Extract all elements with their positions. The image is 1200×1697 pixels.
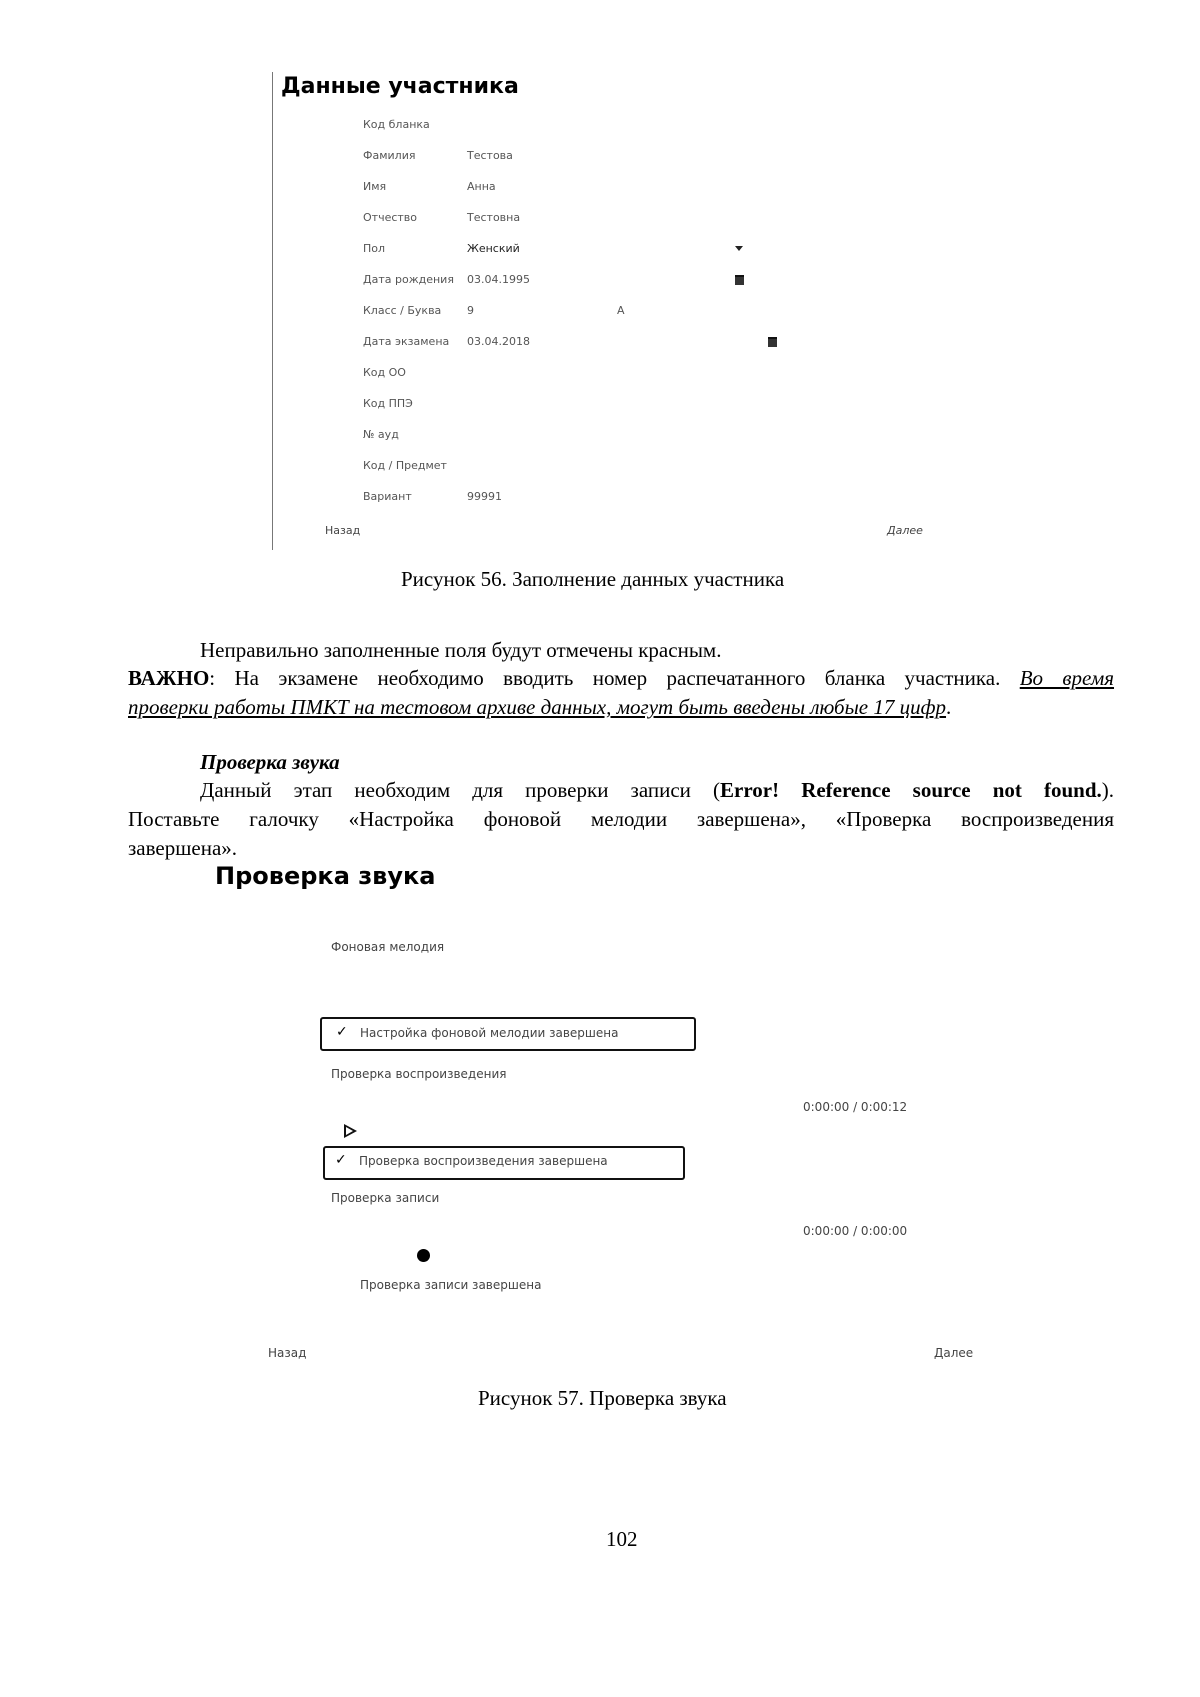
field-label: Класс / Буква [363,304,442,317]
field-class-letter[interactable] [363,304,883,324]
field-value[interactable]: Тестова [467,149,513,162]
figure-57-caption: Рисунок 57. Проверка звука [478,1386,727,1410]
page-number: 102 [606,1527,638,1551]
field-label: Вариант [363,490,412,503]
record-label: Проверка записи [331,1191,440,1205]
field-label: Дата экзамена [363,335,450,348]
next-button[interactable]: Далее [887,524,923,537]
field-patronymic[interactable] [363,211,883,231]
figure-56-caption: Рисунок 56. Заполнение данных участника [401,567,785,591]
sound-line-2: Поставьте галочку «Настройка фоновой мелодии завершена», «Проверка воспроизведения [128,807,1114,831]
check-icon: ✓ [335,1152,347,1168]
sound-line-3: завершена». [128,836,238,860]
calendar-icon[interactable] [768,337,777,347]
calendar-icon[interactable] [735,275,744,285]
sound-line-1 [128,776,1114,805]
field-label: Код / Предмет [363,459,447,472]
field-label: Имя [363,180,387,193]
field-label: Код бланка [363,118,430,131]
reference-error: Error! Reference source not found. [720,778,1102,802]
field-value[interactable]: 03.04.1995 [467,273,530,286]
chevron-down-icon[interactable] [735,246,743,251]
field-value[interactable]: 03.04.2018 [467,335,530,348]
important-italic-rest: проверки работы ПМКТ на тестовом архиве данных, могут быть введены любые 17 цифр [128,695,947,719]
checkbox-label: Проверка воспроизведения завершена [359,1154,608,1168]
field-variant[interactable] [363,490,883,510]
gender-select[interactable]: Женский [467,242,520,255]
back-button[interactable]: Назад [325,524,361,537]
important-line-2 [128,693,1114,722]
back-button[interactable]: Назад [268,1346,307,1360]
paragraph-invalid-fields: Неправильно заполненные поля будут отмечены красным. [200,638,722,662]
class-value[interactable]: 9 [467,304,474,317]
field-oo-code[interactable] [363,366,883,386]
field-label: Фамилия [363,149,416,162]
play-icon [344,1124,357,1138]
field-exam-date[interactable] [363,335,883,355]
field-label: Отчество [363,211,418,224]
field-birth-date[interactable] [363,273,883,293]
play-button[interactable] [344,1124,362,1140]
field-name[interactable] [363,180,883,200]
field-value[interactable]: Анна [467,180,496,193]
sound-text-a: Данный этап необходим для проверки записи ( [200,778,721,802]
playback-label: Проверка воспроизведения [331,1067,507,1081]
field-ppe-code[interactable] [363,397,883,417]
participant-data-form [272,72,933,550]
field-surname[interactable] [363,149,883,169]
record-icon[interactable] [417,1249,430,1262]
bg-melody-label: Фоновая мелодия [331,940,445,954]
letter-value[interactable]: А [617,304,625,317]
field-value[interactable]: Тестовна [467,211,521,224]
paragraph-sound-check [128,776,1114,863]
play-icon-fill [346,1127,353,1135]
field-value[interactable]: 99991 [467,490,502,503]
paragraph-important [128,664,1114,722]
playback-time: 0:00:00 / 0:00:12 [803,1100,908,1114]
check-icon: ✓ [336,1024,348,1040]
field-auditorium[interactable] [363,428,883,448]
field-gender[interactable] [363,242,883,262]
checkbox-label: Настройка фоновой мелодии завершена [360,1026,619,1040]
field-label: Пол [363,242,386,255]
important-label: ВАЖНО [128,666,210,690]
field-label: Дата рождения [363,273,454,286]
sound-check-title: Проверка звука [215,862,436,890]
record-done-checkbox[interactable]: Проверка записи завершена [360,1278,542,1292]
important-text: : На экзамене необходимо вводить номер распечатанного бланка участника. [209,666,1001,690]
bg-melody-done-checkbox[interactable] [320,1017,696,1051]
next-button[interactable]: Далее [934,1346,974,1360]
sound-text-b: ). [1101,778,1115,802]
important-italic-start: Во время [1019,666,1115,690]
field-label: Код ППЭ [363,397,413,410]
important-line-1 [128,664,1114,693]
playback-done-checkbox[interactable] [323,1146,685,1180]
section-heading: Проверка звука [200,750,340,774]
field-label: № ауд [363,428,399,441]
important-end: . [946,695,952,719]
field-form-code[interactable] [363,118,883,138]
record-time: 0:00:00 / 0:00:00 [803,1224,908,1238]
field-subject-code[interactable] [363,459,883,479]
form-title: Данные участника [281,74,519,99]
field-label: Код ОО [363,366,406,379]
